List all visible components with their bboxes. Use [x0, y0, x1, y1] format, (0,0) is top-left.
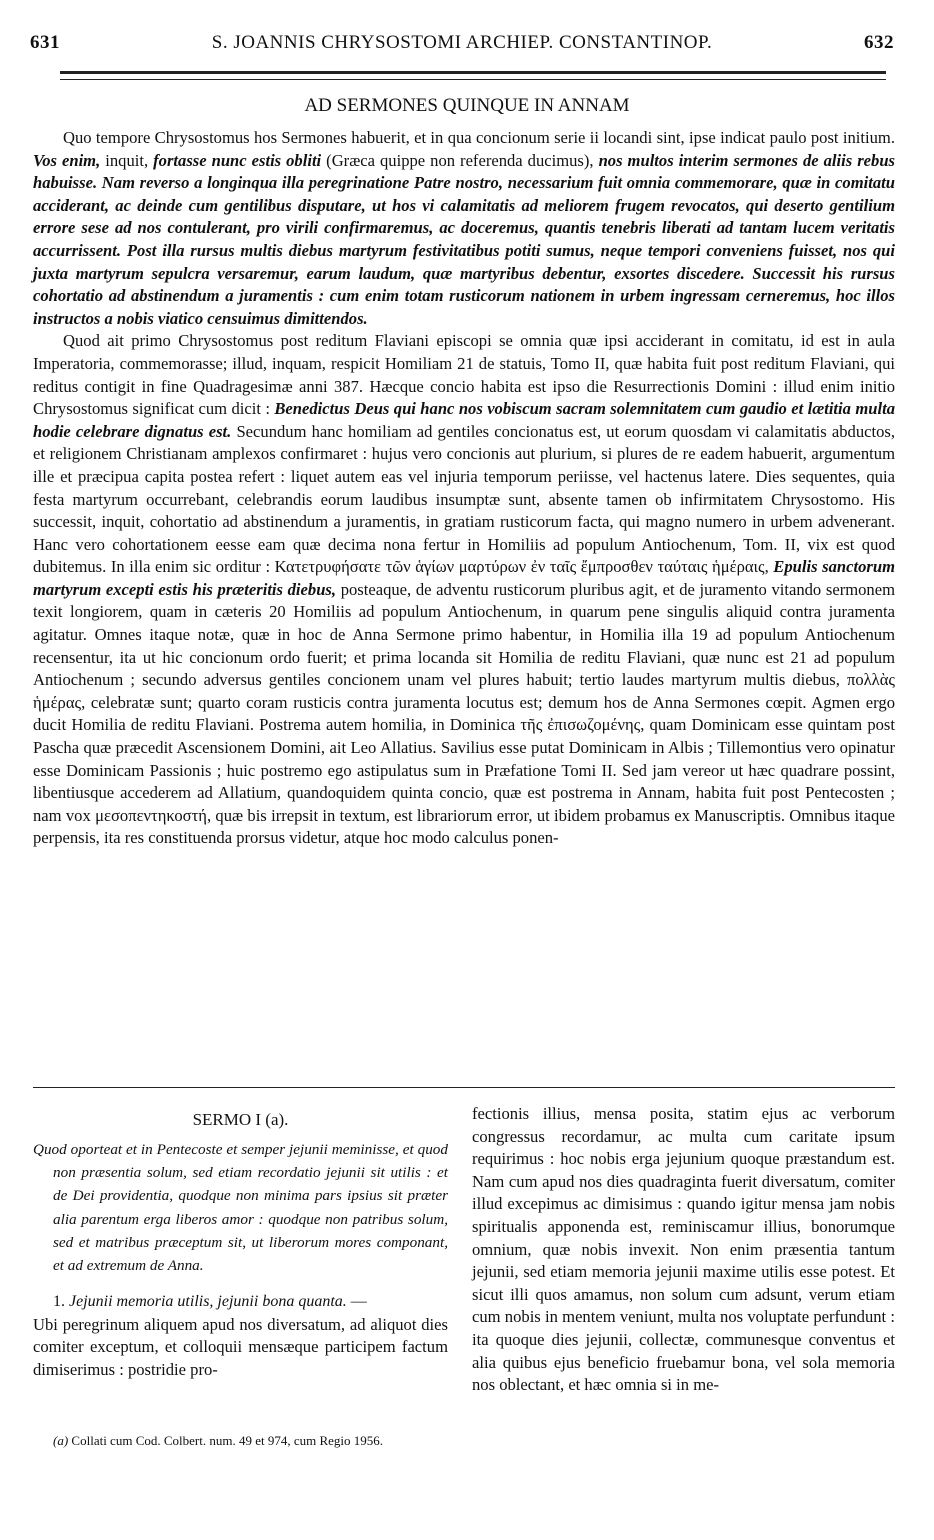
page-number-right: 632 — [864, 32, 894, 53]
left-column — [33, 1110, 448, 1382]
paragraph-heading: 1. Jejunii memoria utilis, jejunii bona quanta. — — [53, 1293, 367, 1311]
sermon-text-right: fectionis illius, mensa posita, statim ejus ac verborum congressus recordamur, ac multa cum caritate ipsum requirimus : hoc nobis erga jejunium quoque præstandum est. Nam cum apud nos dies quadraginta fuerit diversatum, comiter illud excepimus ac dimisimus : quando igitur mensa jam nobis spiritualis apponenda est, reminiscamur illius, bonorumque omnium, quæ nobis invexit. Non enim præsentia tantum jejunii, sed etiam memoria jejunii maxime utilis esse potest. Et sicut illi quos amamus, non solum cum adsunt, verum etiam cum nobis in mentem veniunt, multa nos voluptate perfundunt : ita quoque dies jejunii, collectæ, communesque conventus et alia quibus ejus beneficio fruebamur bona, vel sola memoria nos oblectant, et hæc omnia si in me- — [472, 1104, 895, 1395]
sermon-summary: Quod oporteat et in Pentecoste et semper jejunii meminisse, et quod non præsentia solum, sed etiam recordatio jejunii sit utilis : et de Dei providentia, quodque non minima pars ipsius sit præter alia parentum erga liberos amor : quodque non patribus solum, sed et matribus præceptum sit, ut liberorum mores componant, et ad extremum de Anna. — [33, 1141, 448, 1275]
section-divider-rule — [33, 1087, 895, 1088]
right-column — [472, 1103, 895, 1397]
footnote — [33, 1432, 448, 1449]
header-double-rule — [60, 71, 886, 80]
page-number-left: 631 — [30, 32, 60, 53]
sermon-title: SERMO I (a). — [192, 1110, 289, 1129]
preface-text — [33, 127, 895, 850]
running-head — [30, 32, 894, 62]
footnote-text: Collati cum Cod. Colbert. num. 49 et 974, cum Regio 1956. — [68, 1433, 384, 1448]
sermon-text-left: Ubi peregrinum aliquem apud nos diversatum, ad aliquot dies comiter exceptum, et colloquii mensæque participem factum dimiserimus : postridie pro- — [33, 1314, 448, 1379]
section-title: AD SERMONES QUINQUE IN ANNAM — [304, 95, 630, 116]
running-head-title: S. JOANNIS CHRYSOSTOMI ARCHIEP. CONSTANTINOP. — [211, 32, 713, 53]
preface-paragraph-2: Quod ait primo Chrysostomus post reditum Flaviani episcopi se omnia quæ ipsi acciderant in comitatu, id est in aula Imperatoria, commemorasse; illud, inquam, respicit Homiliam 21 de statuis, Tomo II, quæ habita fuit post reditum Flaviani, qui reditus contigit in fine Quadragesimæ anni 387. Hæcque concio habita est ipso die Resurrectionis Domini : illud enim initio Chrysostomus significat cum dicit : Benedictus Deus qui hanc nos vobiscum sacram solemnitatem cum gaudio et lætitia multa hodie celebrare dignatus est. Secundum hanc homiliam ad gentiles concionatus est, ut eorum quosdam vi calamitatis abductos, et religionem Christianam amplexos confirmaret : hujus vero concionis aut plurium, si plures de re eadem habuerit, argumentum ille et præcipua capita postea refert : liquet autem eas vel injuria temporum periisse, vel hactenus latere. Dies sequentes, quia festa martyrum occurrebant, celebrandis eorum laudibus insumptæ sunt, absente tamen ob infirmitatem Chrysostomo. His successit, inquit, cohortatio ad abstinendum a juramentis, in gratiam rusticorum facta, qui magno numero in urbem advenerant. Hanc vero cohortationem eesse eam quæ decima nona fertur in Homiliis ad populum Antiochenum, Tom. II, vix est quod dubitemus. In illa enim sic orditur : Κατετρυφήσατε τῶν ἁγίων μαρτύρων ἐν ταῖς ἔμπροσθεν ταύταις ἡμέραις, Epulis sanctorum martyrum excepti estis his præteritis diebus, posteaque, de adventu rusticorum pluribus agit, et de juramento vitando sermonem texit longiorem, quam in cæteris 20 Homiliis ad populum Antiochenum, in quarum pene singulis aliquid contra juramenta agitatur. Omnes itaque notæ, quæ in hoc de Anna Sermone primo habentur, in Homilia illa 19 ad populum Antiochenum recensentur, ita ut hic concionum ordo fuerit; et prima locanda sit Homilia de reditu Flaviani, quæ nunc est 21 ad populum Antiochenum ; secundo adversus gentiles concionem unam vel plures habuit; tertio laudes martyrum multis diebus, πολλὰς ἡμέρας, celebratæ sunt; quarto coram rusticis contra juramenta locutus est; demum hos de Anna Sermones cœpit. Agmen ergo ducit Homilia de reditu Flaviani. Postrema autem homilia, in Dominica τῆς ἐπισωζομένης, quam Dominicam esse quintam post Pascha quæ præcedit Ascensionem Domini, ait Leo Allatius. Savilius esse putat Dominicam in Albis ; Tillemontius vero opinatur esse Dominicam Passionis ; huic postremo ego astipulatus sum in Præfatione Tomi II. Sed jam vereor ut hæc quadrare possint, libentiusque accederem ad Allatium, quandoquidem quinta concio, quæ est postrema in Annam, habita fuit post Pentecosten ; nam vox μεσοπεντηκοστή, quæ bis irrepsit in textum, est librariorum error, ut ibidem probamus ex Manuscriptis. Omnibus itaque perpensis, ita res constituenda prorsus videtur, atque hoc modo calculus ponen- — [33, 331, 895, 848]
footnote-mark: (a) — [53, 1433, 69, 1448]
preface-paragraph-1: Quo tempore Chrysostomus hos Sermones habuerit, et in qua concionum serie ii locandi sint, ipse indicat paulo post initium. Vos enim, inquit, fortasse nunc estis obliti (Græca quippe non referenda ducimus), nos multos interim sermones de aliis rebus habuisse. Nam reverso a longinqua illa peregrinatione Patre nostro, necessarium fuit omnia commemorare, quæ in comitatu acciderant, ac deinde cum gentilibus disputare, ut hos vi calamitatis ad meliorem frugem revocatos, qui deserto gentilium errore sese ad nos contulerant, pro virili confirmaremus, ac doceremus, quantis tenebris liberati ad tantam lucem veritatis accurrissent. Post illa rursus multis diebus martyrum festivitatibus potiti sumus, neque tempori conveniens fuisset, nos qui juxta martyrum sepulcra versaremur, earum laudum, quæ martyribus debentur, exsortes discedere. Successit his rursus cohortatio ad abstinendum a juramentis : cum enim totam rusticorum nationem in urbem ingressam cerneremus, hoc illos instructos a nobis viatico censuimus dimittendos. — [33, 128, 896, 328]
